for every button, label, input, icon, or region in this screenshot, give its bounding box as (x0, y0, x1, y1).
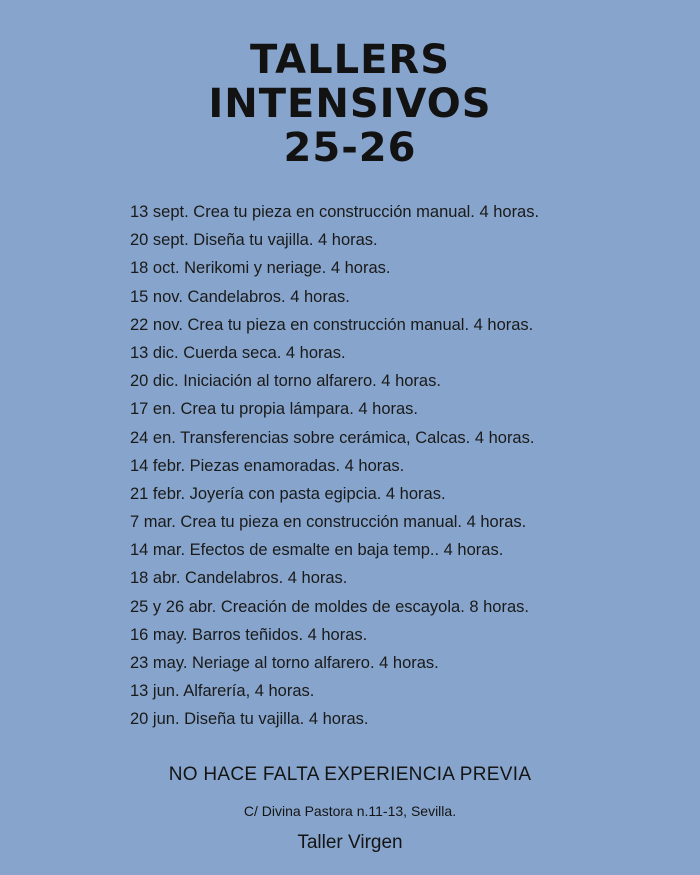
workshop-item: 22 nov. Crea tu pieza en construcción manual. 4 horas. (130, 315, 534, 334)
title-line-3: 25-26 (283, 125, 417, 171)
workshop-schedule (130, 198, 670, 734)
workshop-item: 14 mar. Efectos de esmalte en baja temp.. 4 horas. (130, 541, 504, 560)
workshop-item: 18 abr. Candelabros. 4 horas. (130, 569, 348, 588)
workshop-item: 7 mar. Crea tu pieza en construcción manual. 4 horas. (130, 513, 527, 532)
poster-title (0, 38, 700, 170)
workshop-item: 14 febr. Piezas enamoradas. 4 horas. (130, 456, 405, 475)
workshop-item: 18 oct. Nerikomi y neriage. 4 horas. (130, 259, 391, 278)
workshop-item: 25 y 26 abr. Creación de moldes de escayola. 8 horas. (130, 597, 529, 616)
workshop-item: 20 sept. Diseña tu vajilla. 4 horas. (130, 231, 378, 250)
brand-name: Taller Virgen (297, 832, 403, 853)
workshop-item: 16 may. Barros teñidos. 4 horas. (130, 625, 368, 644)
workshop-item: 20 jun. Diseña tu vajilla. 4 horas. (130, 710, 369, 729)
workshop-item: 13 dic. Cuerda seca. 4 horas. (130, 343, 346, 362)
workshop-item: 21 febr. Joyería con pasta egipcia. 4 horas. (130, 484, 446, 503)
address: C/ Divina Pastora n.11-13, Sevilla. (243, 803, 457, 819)
workshop-item: 13 sept. Crea tu pieza en construcción manual. 4 horas. (130, 203, 540, 221)
workshop-item: 24 en. Transferencias sobre cerámica, Calcas. 4 horas. (130, 428, 535, 447)
title-line-2: INTENSIVOS (208, 81, 492, 127)
workshop-item: 20 dic. Iniciación al torno alfarero. 4 horas. (130, 372, 441, 391)
title-line-1: TALLERS (249, 37, 451, 83)
workshop-item: 17 en. Crea tu propia lámpara. 4 horas. (130, 400, 419, 419)
workshop-item: 13 jun. Alfarería, 4 horas. (130, 682, 315, 701)
experience-notice: NO HACE FALTA EXPERIENCIA PREVIA (168, 764, 532, 785)
workshop-item: 15 nov. Candelabros. 4 horas. (130, 287, 350, 306)
workshop-item: 23 may. Neriage al torno alfarero. 4 horas. (130, 654, 439, 672)
